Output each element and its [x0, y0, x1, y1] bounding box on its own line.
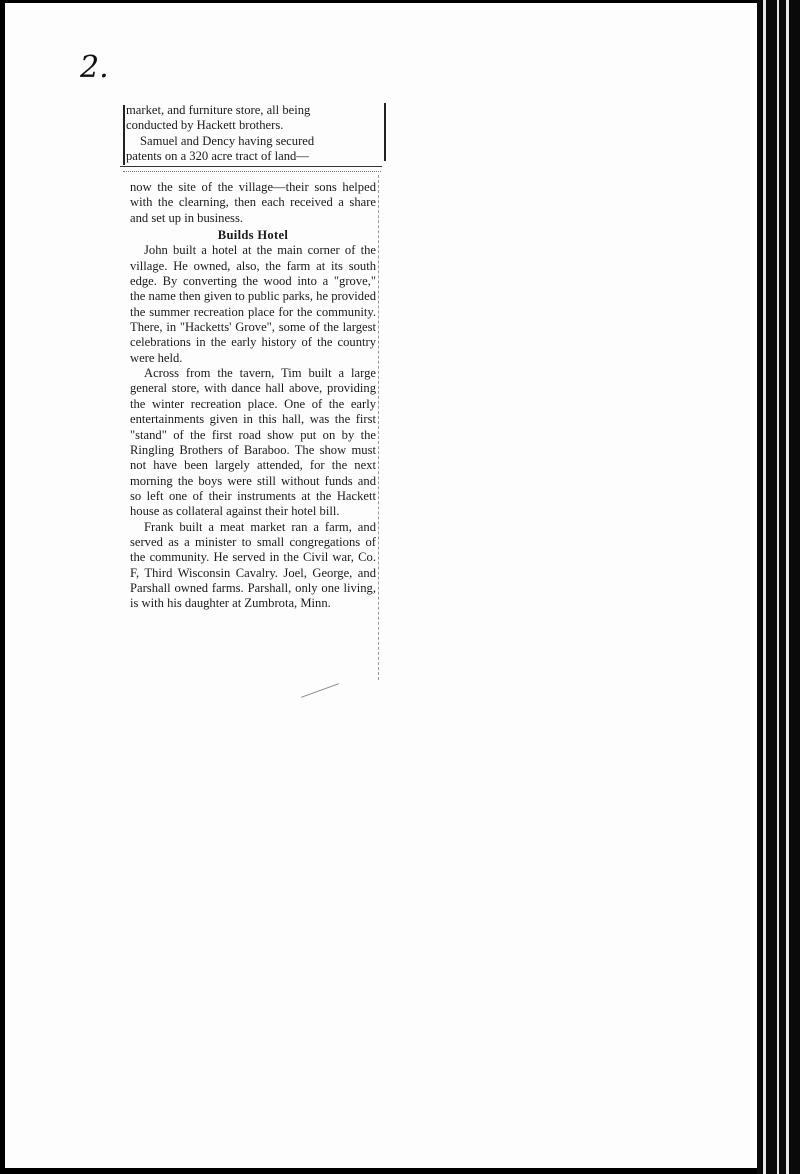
document-page	[5, 3, 757, 1168]
article-paragraph-store: Across from the tavern, Tim built a large general store, with dance hall above, providing the winter recreation place. One of the early entertainments given in this hall, was the first "stand" of the first road show put on by the Ringling Brothers of Baraboo. The show must not have been largely attended, for the next morning the boys were still without funds and so left one of their instruments at the Hackett house as collateral against their hotel bill.	[130, 366, 376, 519]
clipping-cut-line-dotted	[123, 171, 381, 172]
clip-line: patents on a 320 acre tract of land—	[126, 149, 309, 164]
article-paragraph-farm: Frank built a meat market ran a farm, and served as a minister to small congregations of the community. He served in the Civil war, Co. F, Third Wisconsin Cavalry. Joel, George, and Parshall owned farms. Parshall, only one living, is with his daughter at Zumbrota, Minn.	[130, 519, 376, 611]
scanner-edge-band	[757, 0, 800, 1174]
article-paragraph-intro: now the site of the village—their sons helped with the clearning, then each received a share and set up in business.	[130, 180, 376, 225]
clipping-main-article	[130, 180, 376, 612]
scanner-stripe	[777, 0, 779, 1174]
article-paragraph-hotel: John built a hotel at the main corner of the village. He owned, also, the farm at its south edge. By converting the wood into a "grove," the name then given to public parks, he provided the summer recreation place for the community. There, in "Hacketts' Grove", some of the largest celebrations in the early history of the country were held.	[130, 243, 376, 365]
clip-line: conducted by Hackett brothers.	[126, 118, 284, 133]
scanner-stripe	[763, 0, 766, 1174]
clipping-top-fragment	[126, 103, 382, 165]
clip-edge-right	[384, 103, 386, 161]
handwritten-page-number: 2.	[80, 50, 109, 85]
clipping-cut-line	[120, 166, 382, 167]
clip-line: Samuel and Dency having secured	[140, 133, 315, 148]
clip-line: market, and furniture store, all being	[126, 103, 311, 117]
clip-right-edge	[378, 175, 380, 680]
article-subheading: Builds Hotel	[217, 228, 289, 243]
scanner-stripe	[786, 0, 789, 1174]
clip-edge-left	[123, 105, 125, 165]
